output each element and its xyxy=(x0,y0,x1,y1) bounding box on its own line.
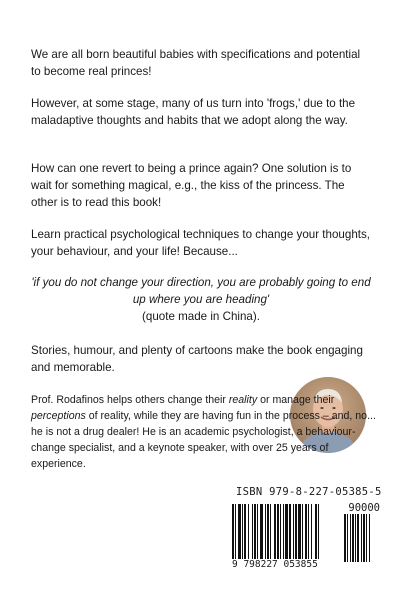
barcode-number: 9 798227 053855 xyxy=(232,559,318,570)
quote-block xyxy=(31,274,371,325)
bio-reality: reality xyxy=(228,394,258,406)
bio-perceptions: perceptions xyxy=(31,410,86,422)
techniques-paragraph: Learn practical psychological techniques to change your thoughts, your behaviour, and your life! Because... xyxy=(31,228,371,258)
quote-text: 'if you do not change your direction, you are probably going to end up where you are heading' xyxy=(31,276,371,306)
frogs-paragraph: However, at some stage, many of us turn into 'frogs,' due to the maladaptive thoughts and habits that we adopt along the way. xyxy=(31,97,356,127)
isbn-barcode xyxy=(230,486,380,582)
bio-part1: Prof. Rodafinos helps others change their xyxy=(31,394,229,406)
prince-paragraph: How can one revert to being a prince again? One solution is to wait for something magical, e.g., the kiss of the princess. The other is to read this book! xyxy=(31,162,352,209)
bio-part3: of reality, while they are having fun in the process – and, no... he is not a drug dealer! He is an academic psychologist, a behaviour-change specialist, and a keynote speaker, with over 25 years of experience. xyxy=(31,410,376,470)
isbn-label: ISBN 979-8-227-05385-5 xyxy=(236,486,382,498)
price-code: 90000 xyxy=(348,502,380,514)
stories-paragraph: Stories, humour, and plenty of cartoons make the book engaging and memorable. xyxy=(31,344,363,374)
bio-part2: or manage their xyxy=(257,394,335,406)
intro-paragraph: We are all born beautiful babies with specifications and potential to become real princes! xyxy=(31,48,361,78)
author-bio xyxy=(31,392,379,472)
quote-source: (quote made in China). xyxy=(142,310,260,323)
